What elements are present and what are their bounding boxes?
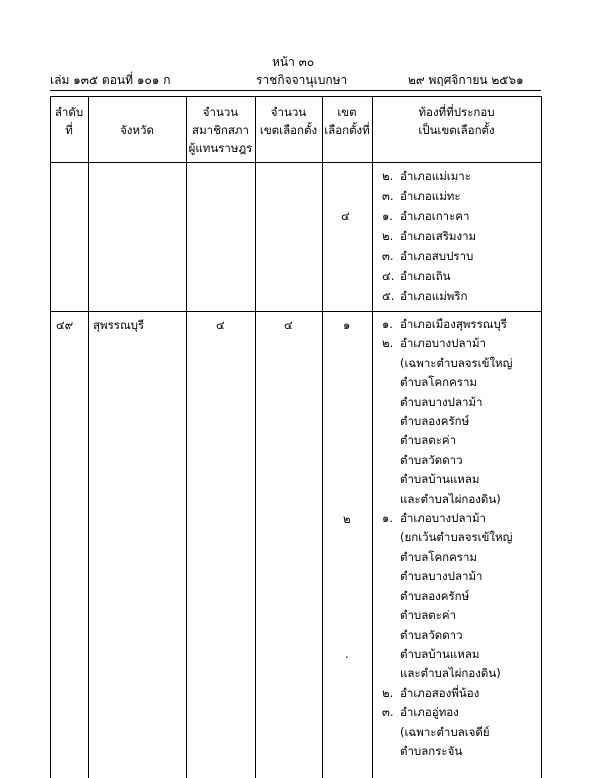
list-item: ตำบลบ้านแหลม <box>400 646 480 661</box>
order-number: ๔๙ <box>56 318 74 332</box>
publication-date: ๒๙ พฤศจิกายน ๒๕๖๑ <box>408 73 524 87</box>
header-districts <box>255 103 322 139</box>
district-number: ๒ <box>343 512 351 526</box>
list-item: ๒. อำเภอสองพี่น้อง <box>382 685 480 700</box>
list-item: ตำบลวัดดาว <box>400 452 463 467</box>
list-item: ตำบลโคกคราม <box>400 549 478 564</box>
header-districts-line: จำนวน <box>270 105 307 119</box>
header-areas <box>372 103 541 139</box>
list-item: ตำบลกระจัน <box>400 743 463 758</box>
list-item: และตำบลไผ่กองดิน) <box>400 491 501 506</box>
list-item: ตำบลองครักษ์ <box>400 414 470 429</box>
stray-dot: . <box>345 647 349 661</box>
col-border <box>186 96 187 778</box>
gazette-title: ราชกิจจานุเบกษา <box>256 73 348 87</box>
header-members-line: สมาชิกสภา <box>192 123 249 137</box>
header-areas-line: เป็นเขตเลือกตั้ง <box>418 123 495 137</box>
header-order-line: ลำดับ <box>54 105 84 119</box>
list-item: ตำบลบ้านแหลม <box>400 472 480 487</box>
col-border <box>88 96 89 778</box>
volume-issue: เล่ม ๑๓๕ ตอนที่ ๑๐๑ ก <box>50 73 171 87</box>
list-item: ตำบลตะค่า <box>400 608 457 623</box>
district-number: ๔ <box>341 209 350 223</box>
list-item: ๓. อำเภอแม่ทะ <box>382 189 461 203</box>
header-order <box>50 103 88 139</box>
header-members-line: ผู้แทนราษฎร <box>188 141 253 155</box>
list-item: ๑. อำเภอบางปลาม้า <box>382 511 486 526</box>
header-bottom-border <box>50 162 541 163</box>
area-list <box>382 166 476 306</box>
header-province <box>88 121 186 139</box>
list-item: ๑. อำเภอเกาะคา <box>382 209 470 223</box>
list-item: ตำบลตะค่า <box>400 433 457 448</box>
header-order-line: ที่ <box>65 123 73 137</box>
province-name: สุพรรณบุรี <box>93 318 145 332</box>
area-list <box>382 315 512 761</box>
list-item: ๒. อำเภอบางปลาม้า <box>382 336 486 351</box>
row-separator <box>50 311 541 312</box>
districts-count: ๔ <box>284 318 293 332</box>
list-item: ตำบลบางปลาม้า <box>400 394 483 409</box>
list-item: ๑. อำเภอเมืองสุพรรณบุรี <box>382 317 507 331</box>
list-item: ๒. อำเภอเสริมงาม <box>382 229 477 243</box>
col-border <box>50 96 51 778</box>
list-item: ตำบลโคกคราม <box>400 375 478 390</box>
list-item: (เฉพาะตำบลเจดีย์ <box>400 724 490 739</box>
list-item: ตำบลวัดดาว <box>400 627 463 642</box>
list-item: ตำบลบางปลาม้า <box>400 569 483 584</box>
header-rule <box>50 90 541 91</box>
list-item: ๔. อำเภอเถิน <box>382 269 451 283</box>
list-item: (ยกเว้นตำบลจรเข้ใหญ่ <box>400 530 513 545</box>
header-members-line: จำนวน <box>202 105 239 119</box>
header-province-label: จังหวัด <box>120 123 154 137</box>
table-top-border <box>50 96 541 97</box>
district-number: ๑ <box>343 318 351 332</box>
col-border <box>322 96 323 778</box>
list-item: ๓. อำเภออู่ทอง <box>382 705 459 720</box>
header-areas-line: ท้องที่ที่ประกอบ <box>418 105 495 119</box>
header-members <box>186 103 255 157</box>
header-district-no-line: เลือกตั้งที่ <box>324 123 370 137</box>
list-item: ๕. อำเภอแม่พริก <box>382 289 468 303</box>
header-districts-line: เขตเลือกตั้ง <box>259 123 318 137</box>
list-item: และตำบลไผ่กองดิน) <box>400 666 501 681</box>
col-border <box>541 96 542 778</box>
list-item: (เฉพาะตำบลจรเข้ใหญ่ <box>400 355 513 370</box>
header-district-no-line: เขต <box>337 105 357 119</box>
list-item: ตำบลองครักษ์ <box>400 588 470 603</box>
col-border <box>255 96 256 778</box>
list-item: ๓. อำเภอสบปราบ <box>382 249 474 263</box>
members-count: ๔ <box>216 318 225 332</box>
col-border <box>372 96 373 778</box>
list-item: ๒. อำเภอแม่เมาะ <box>382 169 471 183</box>
page-number: หน้า ๓๐ <box>272 55 315 69</box>
header-district-no <box>322 103 372 139</box>
